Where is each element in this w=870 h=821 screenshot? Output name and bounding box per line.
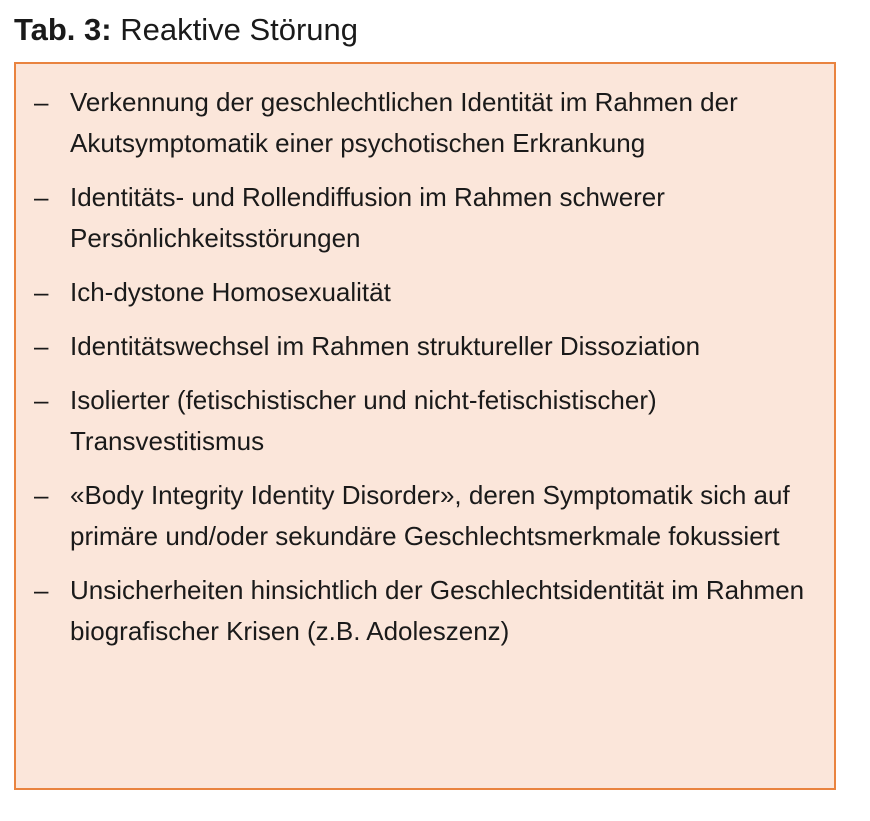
list-item-text: Identitäts- und Rollendiffusion im Rahmen schwerer Persönlichkeitsstörungen (70, 182, 665, 253)
list-item (16, 380, 834, 462)
dash-bullet: – (34, 575, 49, 605)
symptom-list (16, 82, 834, 665)
list-item (16, 570, 834, 652)
content-box (14, 62, 836, 790)
dash-bullet: – (34, 480, 49, 510)
dash-bullet: – (34, 331, 49, 361)
list-item (16, 177, 834, 259)
list-item (16, 272, 834, 313)
table-title (14, 10, 358, 50)
list-item-text: Identitätswechsel im Rahmen struktureller Dissoziation (70, 331, 701, 361)
dash-bullet: – (34, 87, 49, 117)
table-heading: Reaktive Störung (120, 12, 359, 47)
list-item-text: Isolierter (fetischistischer und nicht-fetischistischer) Transvestitismus (70, 385, 657, 456)
list-item-text: «Body Integrity Identity Disorder», deren Symptomatik sich auf primäre und/oder sekundäre Geschlechtsmerkmale fokussiert (70, 480, 790, 551)
list-item-text: Unsicherheiten hinsichtlich der Geschlechtsidentität im Rahmen biografischer Krisen (z.B. Adoleszenz) (70, 575, 805, 646)
dash-bullet: – (34, 182, 49, 212)
list-item-text: Verkennung der geschlechtlichen Identität im Rahmen der Akutsymptomatik einer psychotischen Erkrankung (70, 87, 738, 158)
list-item (16, 82, 834, 164)
list-item (16, 475, 834, 557)
list-item (16, 326, 834, 367)
dash-bullet: – (34, 385, 49, 415)
list-item-text: Ich-dystone Homosexualität (70, 277, 391, 307)
dash-bullet: – (34, 277, 49, 307)
table-label: Tab. 3: (14, 12, 112, 47)
